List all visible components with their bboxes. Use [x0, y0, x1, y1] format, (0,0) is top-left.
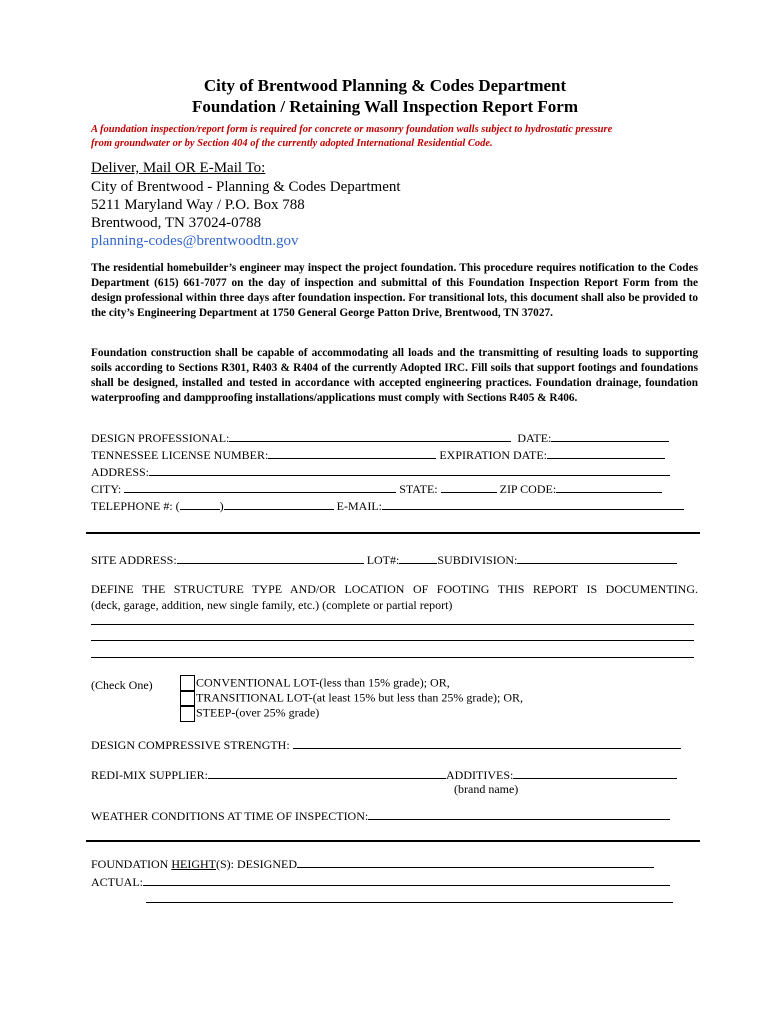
email-label: E-MAIL: — [336, 499, 382, 513]
city-input[interactable] — [124, 481, 396, 493]
expiration-label: EXPIRATION DATE: — [439, 448, 548, 462]
steep-checkbox[interactable] — [180, 705, 195, 722]
license-row — [91, 447, 665, 463]
compressive-input[interactable] — [293, 737, 681, 749]
actual-input[interactable] — [143, 874, 670, 886]
address-input[interactable] — [149, 464, 670, 476]
subdivision-input[interactable] — [517, 552, 677, 564]
notice-line-2: from groundwater or by Section 404 of the currently adopted International Residential Code. — [91, 138, 493, 149]
license-input[interactable] — [268, 447, 436, 459]
deliver-line-2: 5211 Maryland Way / P.O. Box 788 — [91, 197, 305, 213]
lot-label: LOT#: — [366, 553, 400, 567]
engineer-paragraph: The residential homebuilder’s engineer may inspect the project foundation. This procedure requires notification to the Codes Department (615) 661-7077 on the day of inspection and submittal of this Foundation Inspection Report Form from the design professional within three days after foundation inspection. For transitional lots, this document shall also be provided to the city’s Engineering Department at 1750 General George Patton Drive, Brentwood, TN 37027. — [91, 262, 698, 319]
weather-input[interactable] — [368, 808, 670, 820]
weather-row — [91, 808, 670, 824]
telephone-row — [91, 498, 684, 514]
deliver-line-1: City of Brentwood - Planning & Codes Department — [91, 179, 401, 195]
city-row — [91, 481, 662, 497]
site-address-input[interactable] — [177, 552, 364, 564]
zip-label: ZIP CODE: — [499, 482, 557, 496]
telephone-input[interactable] — [224, 498, 334, 510]
deliver-line-3: Brentwood, TN 37024-0788 — [91, 215, 262, 231]
foundation-height-row — [91, 856, 654, 872]
option-steep-label: STEEP-(over 25% grade) — [196, 705, 320, 720]
area-code-input[interactable] — [180, 498, 220, 510]
state-label: STATE: — [399, 482, 438, 496]
telephone-label: TELEPHONE #: ( — [91, 499, 180, 513]
foundation-suffix: (S): DESIGNED — [216, 857, 297, 871]
design-professional-row — [91, 430, 669, 446]
subdivision-label: SUBDIVISION: — [437, 553, 518, 567]
check-one-label: (Check One) — [91, 678, 153, 692]
define-answer-line-1[interactable] — [91, 624, 694, 625]
construction-paragraph: Foundation construction shall be capable of accommodating all loads and the transmitting of resulting loads to supporting soils according to Sections R301, R403 & R404 of the currently Adopted IRC. Fill soils that support footings and foundations shall be designed, installed and tested in accordance with accepted engineering practices. Foundation drainage, foundation waterproofing and dampproofing installations/applications must comply with Sections R405 & R406. — [91, 347, 698, 404]
expiration-input[interactable] — [547, 447, 665, 459]
email-input[interactable] — [382, 498, 684, 510]
compressive-row — [91, 737, 681, 753]
email-link[interactable]: planning-codes@brentwoodtn.gov — [91, 233, 299, 249]
brand-name-hint: (brand name) — [454, 782, 519, 796]
city-label: CITY: — [91, 482, 122, 496]
define-line-2: (deck, garage, addition, new single family, etc.) (complete or partial report) — [91, 598, 453, 612]
site-address-label: SITE ADDRESS: — [91, 553, 177, 567]
deliver-heading: Deliver, Mail OR E-Mail To: — [91, 160, 266, 176]
section-divider-2 — [86, 840, 700, 842]
zip-input[interactable] — [556, 481, 662, 493]
redimix-input[interactable] — [208, 767, 446, 779]
define-answer-line-2[interactable] — [91, 640, 694, 641]
design-professional-label: DESIGN PROFESSIONAL: — [91, 431, 230, 445]
foundation-prefix: FOUNDATION — [91, 857, 172, 871]
address-label: ADDRESS: — [91, 465, 150, 479]
redimix-row — [91, 767, 677, 783]
option-conventional-label: CONVENTIONAL LOT-(less than 15% grade); OR, — [196, 675, 450, 690]
weather-label: WEATHER CONDITIONS AT TIME OF INSPECTION: — [91, 809, 369, 823]
define-line-1: DEFINE THE STRUCTURE TYPE AND/OR LOCATION OF FOOTING THIS REPORT IS DOCUMENTING. — [91, 582, 698, 596]
additives-input[interactable] — [513, 767, 677, 779]
designed-input[interactable] — [297, 856, 654, 868]
site-row — [91, 552, 677, 568]
redimix-label: REDI-MIX SUPPLIER: — [91, 768, 209, 782]
actual-continuation-line[interactable] — [146, 902, 673, 903]
section-divider — [86, 532, 700, 534]
telephone-close: ) — [219, 499, 224, 513]
height-word: HEIGHT — [171, 857, 216, 871]
license-label: TENNESSEE LICENSE NUMBER: — [91, 448, 269, 462]
design-professional-input[interactable] — [229, 430, 511, 442]
actual-label: ACTUAL: — [91, 875, 143, 889]
page-title: City of Brentwood Planning & Codes Department — [203, 76, 567, 95]
compressive-label: DESIGN COMPRESSIVE STRENGTH: — [91, 738, 290, 752]
date-label: DATE: — [517, 431, 552, 445]
form-title: Foundation / Retaining Wall Inspection Report Form — [192, 97, 578, 116]
notice-line-1: A foundation inspection/report form is required for concrete or masonry foundation walls subject to hydrostatic pressure — [91, 124, 613, 135]
lot-input[interactable] — [399, 552, 437, 564]
address-row — [91, 464, 670, 480]
define-answer-line-3[interactable] — [91, 657, 694, 658]
state-input[interactable] — [441, 481, 497, 493]
actual-row — [91, 874, 670, 890]
additives-label: ADDITIVES: — [446, 768, 514, 782]
option-transitional-label: TRANSITIONAL LOT-(at least 15% but less than 25% grade); OR, — [196, 690, 524, 705]
option-steep — [180, 705, 319, 722]
date-input[interactable] — [551, 430, 669, 442]
